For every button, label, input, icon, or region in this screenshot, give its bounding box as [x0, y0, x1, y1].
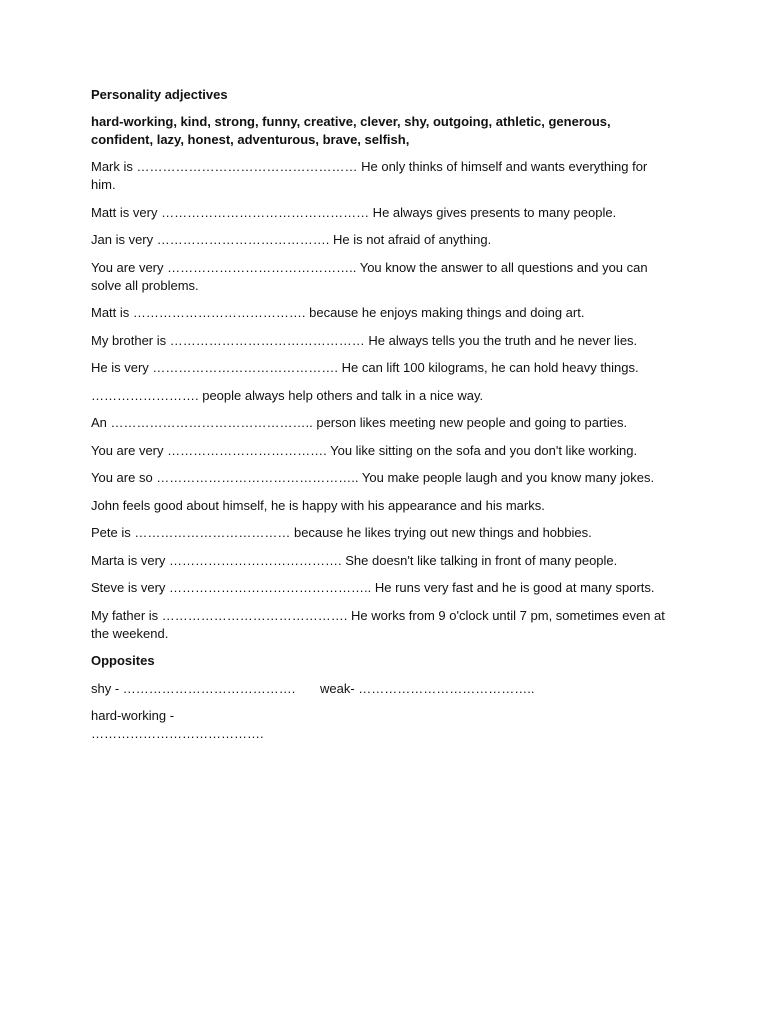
opposites-list: [91, 680, 671, 743]
opposites-row: [91, 680, 671, 698]
sentence-item: ……………………. people always help others and talk in a nice way.: [91, 387, 484, 403]
sentence-item: You are very ………………………………. You like sitting on the sofa and you don't like working.: [91, 442, 638, 458]
sentence-item: John feels good about himself, he is happy with his appearance and his marks.: [91, 497, 545, 513]
opposite-item: shy - ………………………………….: [91, 680, 296, 696]
opposite-item: hard-working - ………………………………….: [91, 707, 264, 741]
sentence-item: Marta is very …………………………………. She doesn't like talking in front of many people.: [91, 552, 618, 568]
sentence-item: He is very ……………………………………. He can lift 100 kilograms, he can hold heavy things.: [91, 360, 639, 375]
sentence-item: You are so ……………………………………….. You make people laugh and you know many jokes.: [91, 470, 655, 485]
worksheet-title: Personality adjectives: [91, 87, 228, 102]
sentence-item: Jan is very …………………………………. He is not afraid of anything.: [91, 232, 492, 247]
word-bank: hard-working, kind, strong, funny, creative, clever, shy, outgoing, athletic, generous, confident, lazy, honest, adventurous, brave, selfish,: [91, 114, 611, 147]
sentence-list: [91, 158, 671, 643]
sentence-item: My brother is ……………………………………… He always tells you the truth and he never lies.: [91, 332, 638, 348]
sentence-item: Steve is very ……………………………………….. He runs very fast and he is good at many sports.: [91, 580, 655, 595]
sentence-item: Matt is …………………………………. because he enjoys making things and doing art.: [91, 305, 585, 320]
worksheet-page: [91, 86, 671, 752]
sentence-item: You are very …………………………………….. You know the answer to all questions and you can solve all problems.: [91, 259, 648, 293]
sentence-item: Matt is very ………………………………………… He always gives presents to many people.: [91, 204, 617, 220]
sentence-item: Mark is …………………………………………… He only thinks of himself and wants everything for him.: [91, 159, 648, 192]
sentence-item: An ……………………………………….. person likes meeting new people and going to parties.: [91, 415, 628, 430]
sentence-item: My father is ……………………………………. He works from 9 o'clock until 7 pm, sometimes even at the weekend.: [91, 607, 665, 641]
sentence-item: Pete is ……………………………… because he likes trying out new things and hobbies.: [91, 525, 592, 540]
opposites-row: [91, 707, 671, 743]
opposite-item: weak- …………………………………..: [320, 680, 535, 696]
opposites-heading: Opposites: [91, 653, 155, 668]
